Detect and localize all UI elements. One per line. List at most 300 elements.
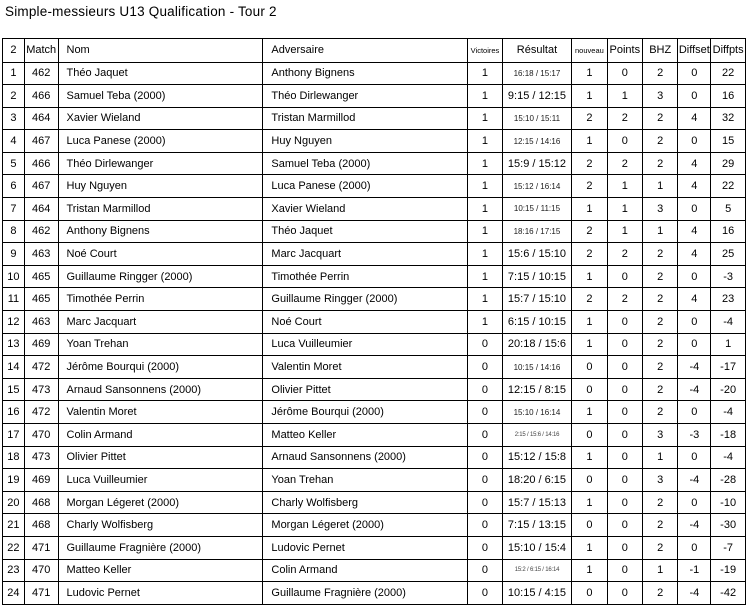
cell-rank: 7 — [3, 198, 25, 221]
cell-nom: Théo Jaquet — [58, 62, 263, 85]
cell-nouveau: 0 — [572, 356, 607, 379]
cell-diffpts: 16 — [711, 220, 746, 243]
cell-bhz: 2 — [643, 536, 678, 559]
table-row — [3, 220, 746, 243]
results-table — [2, 38, 746, 605]
cell-victoires: 0 — [468, 491, 502, 514]
cell-nouveau: 1 — [572, 198, 607, 221]
cell-bhz: 2 — [643, 582, 678, 605]
cell-adversaire: Timothée Perrin — [263, 265, 468, 288]
cell-nom: Luca Vuilleumier — [58, 469, 263, 492]
cell-nom: Valentin Moret — [58, 401, 263, 424]
table-row — [3, 85, 746, 108]
cell-diffset: 0 — [678, 62, 711, 85]
cell-bhz: 2 — [643, 333, 678, 356]
cell-victoires: 1 — [468, 175, 502, 198]
cell-rank: 20 — [3, 491, 25, 514]
cell-nouveau: 1 — [572, 62, 607, 85]
cell-match: 472 — [24, 401, 58, 424]
cell-nom: Marc Jacquart — [58, 311, 263, 334]
cell-diffpts: 29 — [711, 152, 746, 175]
cell-victoires: 1 — [468, 220, 502, 243]
cell-points: 0 — [607, 559, 642, 582]
cell-points: 2 — [607, 288, 642, 311]
cell-victoires: 0 — [468, 469, 502, 492]
column-header-match: Match — [24, 39, 58, 63]
cell-diffpts: 23 — [711, 288, 746, 311]
cell-diffset: -3 — [678, 424, 711, 447]
cell-adversaire: Marc Jacquart — [263, 243, 468, 266]
table-row — [3, 288, 746, 311]
cell-nom: Arnaud Sansonnens (2000) — [58, 378, 263, 401]
cell-rank: 13 — [3, 333, 25, 356]
cell-diffset: 4 — [678, 288, 711, 311]
table-row — [3, 424, 746, 447]
cell-bhz: 2 — [643, 152, 678, 175]
cell-bhz: 3 — [643, 85, 678, 108]
cell-points: 0 — [607, 62, 642, 85]
cell-points: 2 — [607, 243, 642, 266]
cell-nouveau: 1 — [572, 401, 607, 424]
cell-bhz: 2 — [643, 130, 678, 153]
cell-points: 1 — [607, 175, 642, 198]
cell-adversaire: Charly Wolfisberg — [263, 491, 468, 514]
cell-nom: Anthony Bignens — [58, 220, 263, 243]
cell-nouveau: 1 — [572, 536, 607, 559]
cell-nom: Huy Nguyen — [58, 175, 263, 198]
cell-diffset: 4 — [678, 175, 711, 198]
cell-bhz: 2 — [643, 288, 678, 311]
cell-points: 0 — [607, 514, 642, 537]
cell-victoires: 0 — [468, 378, 502, 401]
cell-adversaire: Arnaud Sansonnens (2000) — [263, 446, 468, 469]
cell-victoires: 1 — [468, 288, 502, 311]
cell-diffset: 0 — [678, 333, 711, 356]
cell-rank: 3 — [3, 107, 25, 130]
cell-diffpts: 15 — [711, 130, 746, 153]
cell-nom: Samuel Teba (2000) — [58, 85, 263, 108]
cell-resultat: 15:10 / 15:4 — [502, 536, 572, 559]
cell-diffpts: -20 — [711, 378, 746, 401]
cell-bhz: 2 — [643, 378, 678, 401]
cell-victoires: 0 — [468, 536, 502, 559]
cell-match: 467 — [24, 130, 58, 153]
cell-diffset: 0 — [678, 198, 711, 221]
cell-match: 464 — [24, 198, 58, 221]
cell-bhz: 2 — [643, 491, 678, 514]
cell-points: 1 — [607, 85, 642, 108]
cell-nom: Luca Panese (2000) — [58, 130, 263, 153]
cell-rank: 10 — [3, 265, 25, 288]
cell-nouveau: 1 — [572, 130, 607, 153]
cell-rank: 19 — [3, 469, 25, 492]
cell-points: 2 — [607, 152, 642, 175]
cell-match: 471 — [24, 582, 58, 605]
cell-victoires: 1 — [468, 311, 502, 334]
cell-points: 0 — [607, 446, 642, 469]
cell-rank: 14 — [3, 356, 25, 379]
cell-victoires: 1 — [468, 107, 502, 130]
cell-points: 2 — [607, 107, 642, 130]
cell-points: 0 — [607, 356, 642, 379]
cell-nom: Ludovic Pernet — [58, 582, 263, 605]
cell-nouveau: 0 — [572, 424, 607, 447]
column-header-bhz: BHZ — [643, 39, 678, 63]
cell-points: 0 — [607, 311, 642, 334]
table-row — [3, 446, 746, 469]
cell-nom: Morgan Légeret (2000) — [58, 491, 263, 514]
cell-victoires: 1 — [468, 62, 502, 85]
column-header-diffset: Diffset — [678, 39, 711, 63]
cell-adversaire: Yoan Trehan — [263, 469, 468, 492]
cell-rank: 15 — [3, 378, 25, 401]
cell-resultat: 15:10 / 16:14 — [502, 401, 572, 424]
cell-victoires: 0 — [468, 582, 502, 605]
cell-resultat: 15:12 / 15:8 — [502, 446, 572, 469]
cell-bhz: 2 — [643, 356, 678, 379]
cell-resultat: 10:15 / 11:15 — [502, 198, 572, 221]
cell-diffset: -1 — [678, 559, 711, 582]
cell-resultat: 15:7 / 15:13 — [502, 491, 572, 514]
cell-nom: Xavier Wieland — [58, 107, 263, 130]
table-row — [3, 175, 746, 198]
cell-diffset: 0 — [678, 311, 711, 334]
cell-rank: 2 — [3, 85, 25, 108]
cell-diffpts: 22 — [711, 175, 746, 198]
cell-diffset: 0 — [678, 536, 711, 559]
cell-match: 472 — [24, 356, 58, 379]
cell-points: 0 — [607, 333, 642, 356]
cell-victoires: 1 — [468, 152, 502, 175]
cell-nouveau: 1 — [572, 333, 607, 356]
cell-resultat: 15:7 / 15:10 — [502, 288, 572, 311]
cell-nom: Jérôme Bourqui (2000) — [58, 356, 263, 379]
cell-rank: 9 — [3, 243, 25, 266]
cell-adversaire: Guillaume Ringger (2000) — [263, 288, 468, 311]
cell-nom: Colin Armand — [58, 424, 263, 447]
cell-diffpts: -28 — [711, 469, 746, 492]
cell-match: 468 — [24, 514, 58, 537]
cell-resultat: 7:15 / 13:15 — [502, 514, 572, 537]
cell-points: 0 — [607, 536, 642, 559]
cell-victoires: 0 — [468, 559, 502, 582]
cell-rank: 16 — [3, 401, 25, 424]
cell-adversaire: Jérôme Bourqui (2000) — [263, 401, 468, 424]
cell-nouveau: 1 — [572, 311, 607, 334]
cell-points: 0 — [607, 401, 642, 424]
cell-match: 473 — [24, 446, 58, 469]
table-row — [3, 107, 746, 130]
cell-bhz: 2 — [643, 107, 678, 130]
cell-adversaire: Anthony Bignens — [263, 62, 468, 85]
column-header-nom: Nom — [58, 39, 263, 63]
cell-rank: 21 — [3, 514, 25, 537]
cell-diffset: 0 — [678, 265, 711, 288]
cell-victoires: 1 — [468, 243, 502, 266]
cell-bhz: 2 — [643, 401, 678, 424]
cell-diffpts: -3 — [711, 265, 746, 288]
cell-diffpts: 1 — [711, 333, 746, 356]
table-row — [3, 559, 746, 582]
cell-rank: 12 — [3, 311, 25, 334]
cell-resultat: 6:15 / 10:15 — [502, 311, 572, 334]
cell-match: 464 — [24, 107, 58, 130]
cell-victoires: 1 — [468, 198, 502, 221]
cell-match: 470 — [24, 424, 58, 447]
cell-nouveau: 2 — [572, 175, 607, 198]
cell-diffset: 4 — [678, 243, 711, 266]
cell-nouveau: 0 — [572, 582, 607, 605]
cell-adversaire: Morgan Légeret (2000) — [263, 514, 468, 537]
cell-adversaire: Théo Dirlewanger — [263, 85, 468, 108]
cell-match: 470 — [24, 559, 58, 582]
cell-diffpts: 22 — [711, 62, 746, 85]
cell-diffpts: 16 — [711, 85, 746, 108]
cell-rank: 1 — [3, 62, 25, 85]
cell-match: 471 — [24, 536, 58, 559]
table-row — [3, 401, 746, 424]
cell-points: 0 — [607, 265, 642, 288]
table-row — [3, 311, 746, 334]
cell-diffpts: -4 — [711, 446, 746, 469]
cell-diffpts: -42 — [711, 582, 746, 605]
cell-rank: 17 — [3, 424, 25, 447]
cell-nouveau: 2 — [572, 152, 607, 175]
cell-nom: Théo Dirlewanger — [58, 152, 263, 175]
cell-nom: Charly Wolfisberg — [58, 514, 263, 537]
cell-points: 0 — [607, 378, 642, 401]
cell-nom: Yoan Trehan — [58, 333, 263, 356]
cell-bhz: 2 — [643, 311, 678, 334]
cell-rank: 22 — [3, 536, 25, 559]
cell-nom: Timothée Perrin — [58, 288, 263, 311]
table-row — [3, 130, 746, 153]
cell-resultat: 18:16 / 17:15 — [502, 220, 572, 243]
table-row — [3, 152, 746, 175]
cell-nouveau: 2 — [572, 243, 607, 266]
column-header-victoires: Victoires — [468, 39, 502, 63]
column-header-diffpts: Diffpts — [711, 39, 746, 63]
cell-resultat: 15:10 / 15:11 — [502, 107, 572, 130]
cell-nouveau: 0 — [572, 514, 607, 537]
cell-diffpts: 32 — [711, 107, 746, 130]
header-row — [3, 39, 746, 63]
cell-adversaire: Guillaume Fragnière (2000) — [263, 582, 468, 605]
cell-points: 1 — [607, 220, 642, 243]
cell-rank: 5 — [3, 152, 25, 175]
cell-rank: 11 — [3, 288, 25, 311]
table-row — [3, 333, 746, 356]
cell-adversaire: Huy Nguyen — [263, 130, 468, 153]
table-row — [3, 514, 746, 537]
cell-rank: 24 — [3, 582, 25, 605]
cell-match: 465 — [24, 288, 58, 311]
cell-victoires: 0 — [468, 446, 502, 469]
cell-rank: 6 — [3, 175, 25, 198]
column-header-rank: 2 — [3, 39, 25, 63]
cell-match: 469 — [24, 333, 58, 356]
cell-nouveau: 1 — [572, 491, 607, 514]
cell-diffpts: 25 — [711, 243, 746, 266]
cell-bhz: 2 — [643, 243, 678, 266]
cell-diffpts: -30 — [711, 514, 746, 537]
cell-resultat: 15:9 / 15:12 — [502, 152, 572, 175]
cell-nom: Guillaume Ringger (2000) — [58, 265, 263, 288]
cell-adversaire: Matteo Keller — [263, 424, 468, 447]
cell-diffset: 0 — [678, 446, 711, 469]
cell-resultat: 2:15 / 15:6 / 14:16 — [502, 424, 572, 447]
cell-bhz: 1 — [643, 220, 678, 243]
cell-victoires: 1 — [468, 130, 502, 153]
cell-diffset: -4 — [678, 582, 711, 605]
cell-diffset: 4 — [678, 220, 711, 243]
column-header-adversaire: Adversaire — [263, 39, 468, 63]
cell-rank: 23 — [3, 559, 25, 582]
cell-bhz: 2 — [643, 62, 678, 85]
cell-diffpts: -4 — [711, 401, 746, 424]
cell-nouveau: 0 — [572, 469, 607, 492]
cell-nom: Matteo Keller — [58, 559, 263, 582]
cell-resultat: 7:15 / 10:15 — [502, 265, 572, 288]
cell-victoires: 0 — [468, 333, 502, 356]
cell-rank: 8 — [3, 220, 25, 243]
cell-adversaire: Samuel Teba (2000) — [263, 152, 468, 175]
cell-diffset: -4 — [678, 469, 711, 492]
cell-points: 0 — [607, 469, 642, 492]
cell-resultat: 16:18 / 15:17 — [502, 62, 572, 85]
cell-adversaire: Luca Vuilleumier — [263, 333, 468, 356]
cell-resultat: 15:12 / 16:14 — [502, 175, 572, 198]
cell-diffpts: 5 — [711, 198, 746, 221]
cell-diffpts: -18 — [711, 424, 746, 447]
cell-points: 0 — [607, 130, 642, 153]
column-header-points: Points — [607, 39, 642, 63]
cell-points: 0 — [607, 582, 642, 605]
cell-victoires: 0 — [468, 356, 502, 379]
cell-bhz: 3 — [643, 469, 678, 492]
cell-nom: Guillaume Fragnière (2000) — [58, 536, 263, 559]
cell-nom: Olivier Pittet — [58, 446, 263, 469]
cell-diffset: -4 — [678, 378, 711, 401]
cell-nouveau: 0 — [572, 378, 607, 401]
cell-bhz: 2 — [643, 514, 678, 537]
cell-bhz: 3 — [643, 198, 678, 221]
cell-resultat: 18:20 / 6:15 — [502, 469, 572, 492]
cell-match: 462 — [24, 62, 58, 85]
cell-adversaire: Olivier Pittet — [263, 378, 468, 401]
cell-nouveau: 1 — [572, 265, 607, 288]
table-row — [3, 378, 746, 401]
cell-victoires: 0 — [468, 401, 502, 424]
cell-bhz: 2 — [643, 265, 678, 288]
cell-diffset: 0 — [678, 491, 711, 514]
table-row — [3, 582, 746, 605]
cell-bhz: 1 — [643, 559, 678, 582]
cell-victoires: 1 — [468, 265, 502, 288]
table-row — [3, 62, 746, 85]
cell-diffpts: -4 — [711, 311, 746, 334]
cell-resultat: 9:15 / 12:15 — [502, 85, 572, 108]
cell-resultat: 15:6 / 15:10 — [502, 243, 572, 266]
cell-diffpts: -19 — [711, 559, 746, 582]
cell-adversaire: Théo Jaquet — [263, 220, 468, 243]
cell-victoires: 0 — [468, 514, 502, 537]
cell-diffset: 4 — [678, 107, 711, 130]
cell-match: 473 — [24, 378, 58, 401]
cell-match: 463 — [24, 243, 58, 266]
cell-resultat: 10:15 / 14:16 — [502, 356, 572, 379]
cell-points: 0 — [607, 424, 642, 447]
cell-nom: Noé Court — [58, 243, 263, 266]
cell-adversaire: Colin Armand — [263, 559, 468, 582]
cell-nom: Tristan Marmillod — [58, 198, 263, 221]
cell-adversaire: Luca Panese (2000) — [263, 175, 468, 198]
table-row — [3, 469, 746, 492]
cell-bhz: 1 — [643, 175, 678, 198]
table-row — [3, 198, 746, 221]
cell-diffset: -4 — [678, 514, 711, 537]
cell-points: 1 — [607, 198, 642, 221]
table-row — [3, 265, 746, 288]
cell-victoires: 1 — [468, 85, 502, 108]
cell-adversaire: Tristan Marmillod — [263, 107, 468, 130]
table-row — [3, 356, 746, 379]
cell-adversaire: Valentin Moret — [263, 356, 468, 379]
cell-adversaire: Noé Court — [263, 311, 468, 334]
cell-match: 463 — [24, 311, 58, 334]
page-title: Simple-messieurs U13 Qualification - Tour 2 — [5, 4, 277, 19]
cell-victoires: 0 — [468, 424, 502, 447]
cell-match: 462 — [24, 220, 58, 243]
cell-diffset: 0 — [678, 130, 711, 153]
cell-match: 467 — [24, 175, 58, 198]
cell-bhz: 3 — [643, 424, 678, 447]
column-header-resultat: Résultat — [502, 39, 572, 63]
cell-resultat: 12:15 / 8:15 — [502, 378, 572, 401]
cell-match: 469 — [24, 469, 58, 492]
table-row — [3, 243, 746, 266]
cell-diffset: 4 — [678, 152, 711, 175]
cell-diffset: 0 — [678, 85, 711, 108]
cell-diffpts: -17 — [711, 356, 746, 379]
table-body — [3, 62, 746, 604]
table-row — [3, 536, 746, 559]
cell-diffset: 0 — [678, 401, 711, 424]
cell-nouveau: 2 — [572, 107, 607, 130]
cell-diffpts: -10 — [711, 491, 746, 514]
cell-rank: 18 — [3, 446, 25, 469]
cell-rank: 4 — [3, 130, 25, 153]
cell-match: 466 — [24, 85, 58, 108]
cell-adversaire: Xavier Wieland — [263, 198, 468, 221]
cell-nouveau: 2 — [572, 220, 607, 243]
cell-bhz: 1 — [643, 446, 678, 469]
cell-nouveau: 1 — [572, 446, 607, 469]
column-header-nouveau: nouveau — [572, 39, 607, 63]
cell-match: 465 — [24, 265, 58, 288]
cell-nouveau: 2 — [572, 288, 607, 311]
cell-match: 468 — [24, 491, 58, 514]
table-row — [3, 491, 746, 514]
cell-resultat: 12:15 / 14:16 — [502, 130, 572, 153]
table-header — [3, 39, 746, 63]
cell-nouveau: 1 — [572, 559, 607, 582]
cell-points: 0 — [607, 491, 642, 514]
cell-resultat: 15:2 / 6:15 / 16:14 — [502, 559, 572, 582]
cell-resultat: 10:15 / 4:15 — [502, 582, 572, 605]
cell-match: 466 — [24, 152, 58, 175]
cell-nouveau: 1 — [572, 85, 607, 108]
